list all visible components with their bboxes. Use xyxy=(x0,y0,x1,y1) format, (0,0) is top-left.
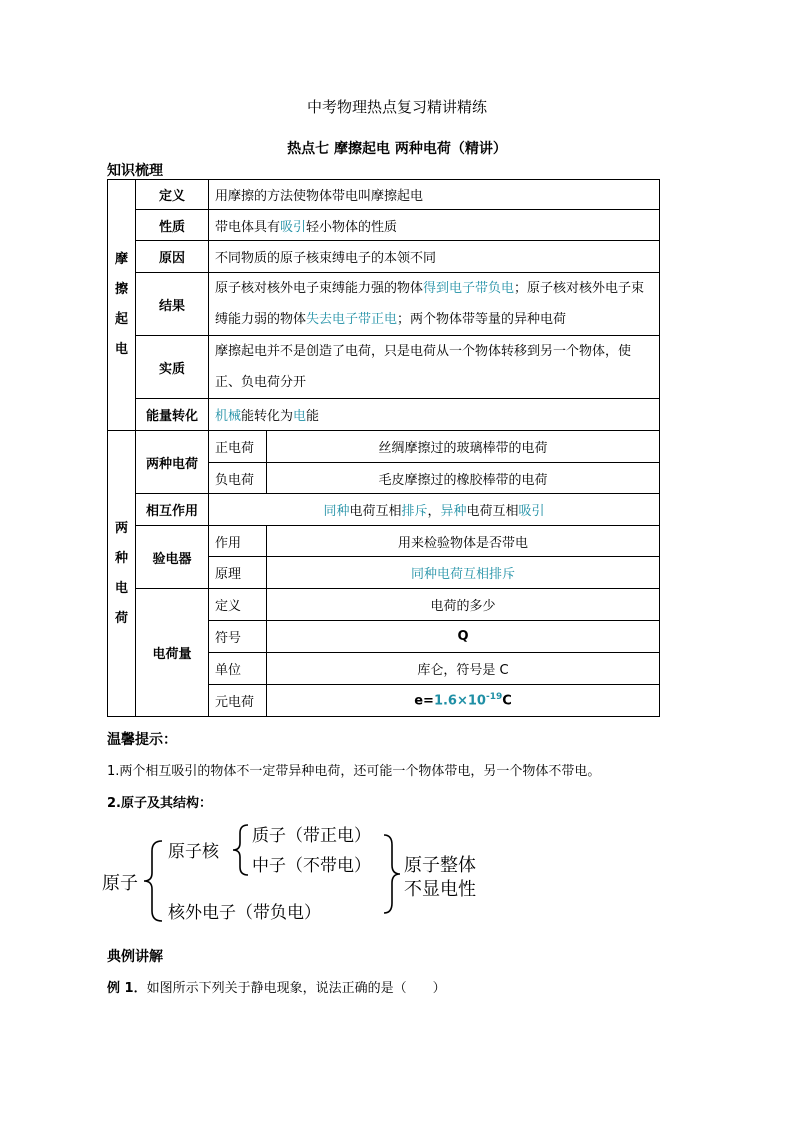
sub-label: 单位 xyxy=(209,653,267,685)
table-row xyxy=(108,399,660,431)
row-text: 不同物质的原子核束缚电子的本领不同 xyxy=(209,241,660,273)
row-text: 同种电荷互相排斥，异种电荷互相吸引 xyxy=(209,494,660,526)
diagram-electron-label: 核外电子（带负电） xyxy=(168,903,321,923)
table-row xyxy=(108,241,660,273)
diagram-neutron-label: 中子（不带电） xyxy=(252,856,371,876)
row-label: 验电器 xyxy=(136,526,209,589)
row-text: 同种电荷互相排斥 xyxy=(267,557,660,589)
sub-label: 定义 xyxy=(209,589,267,621)
row-label: 电荷量 xyxy=(136,589,209,717)
row-label: 性质 xyxy=(136,210,209,241)
sub-label: 元电荷 xyxy=(209,685,267,717)
row-text: 丝绸摩擦过的玻璃棒带的电荷 xyxy=(267,431,660,463)
sub-label: 原理 xyxy=(209,557,267,589)
sub-label: 负电荷 xyxy=(209,463,267,494)
row-text: 库仑，符号是 C xyxy=(267,653,660,685)
section-heading-knowledge: 知识梳理 xyxy=(107,163,163,179)
row-text: 带电体具有吸引轻小物体的性质 xyxy=(209,210,660,241)
table-row xyxy=(108,494,660,526)
row-label: 能量转化 xyxy=(136,399,209,431)
row-text: $e=1.6\times 10^{-19}C$ xyxy=(267,685,660,717)
diagram-atom-label: 原子 xyxy=(102,873,138,894)
row-label: 结果 xyxy=(136,273,209,336)
sub-label: 作用 xyxy=(209,526,267,557)
row-label: 定义 xyxy=(136,180,209,210)
row-label: 实质 xyxy=(136,336,209,399)
table-row xyxy=(108,431,660,463)
row-label: 原因 xyxy=(136,241,209,273)
table-row xyxy=(108,336,660,399)
row-label: 相互作用 xyxy=(136,494,209,526)
group-label-two-charges: 两 种 电 荷 xyxy=(108,431,136,717)
table-row xyxy=(108,589,660,621)
diagram-proton-label: 质子（带正电） xyxy=(252,826,371,846)
doc-title: 中考物理热点复习精讲精练 xyxy=(306,98,487,116)
tips-heading: 温馨提示： xyxy=(107,732,177,748)
table-row xyxy=(108,526,660,557)
knowledge-table xyxy=(107,179,660,717)
row-text: Q xyxy=(267,621,660,653)
doc-subtitle: 热点七 摩擦起电 两种电荷（精讲） xyxy=(287,141,507,157)
section-heading-examples: 典例讲解 xyxy=(107,949,163,965)
row-label: 两种电荷 xyxy=(136,431,209,494)
row-text: 毛皮摩擦过的橡胶棒带的电荷 xyxy=(267,463,660,494)
table-row xyxy=(108,180,660,210)
table-row xyxy=(108,210,660,241)
row-text: 摩擦起电并不是创造了电荷，只是电荷从一个物体转移到另一个物体，使正、负电荷分开 xyxy=(209,336,660,399)
diagram-neutral-line2: 不显电性 xyxy=(404,879,476,900)
diagram-nucleus-label: 原子核 xyxy=(168,842,219,862)
table-row xyxy=(108,273,660,336)
row-text: 原子核对核外电子束缚能力强的物体得到电子带负电；原子核对核外电子束缚能力弱的物体失去电子带正电；两个物体带等量的异种电荷 xyxy=(209,273,660,336)
tip-2: 2.原子及其结构： xyxy=(107,796,212,811)
row-text: 用摩擦的方法使物体带电叫摩擦起电 xyxy=(209,180,660,210)
row-text: 电荷的多少 xyxy=(267,589,660,621)
diagram-neutral-line1: 原子整体 xyxy=(404,855,476,876)
group-label-friction: 摩 擦 起 电 xyxy=(108,180,136,431)
sub-label: 正电荷 xyxy=(209,431,267,463)
sub-label: 符号 xyxy=(209,621,267,653)
row-text: 机械能转化为电能 xyxy=(209,399,660,431)
example-1: 例 1．如图所示下列关于静电现象，说法正确的是（ ） xyxy=(107,981,446,996)
row-text: 用来检验物体是否带电 xyxy=(267,526,660,557)
tip-1: 1.两个相互吸引的物体不一定带异种电荷，还可能一个物体带电，另一个物体不带电。 xyxy=(107,764,601,779)
atom-structure-diagram xyxy=(102,815,494,935)
